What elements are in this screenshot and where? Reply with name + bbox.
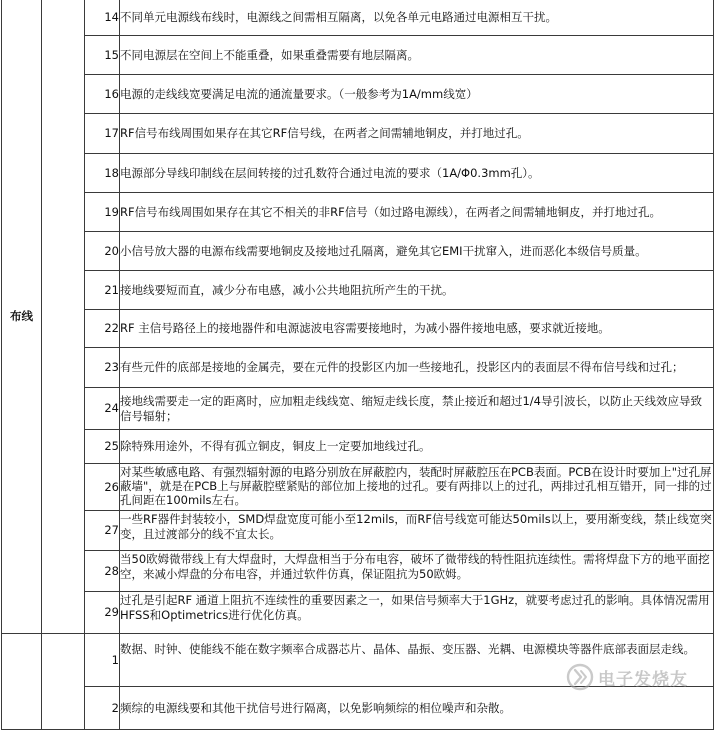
table-row: [2, 592, 714, 634]
row-text: 电源的走线线宽要满足电流的通流量要求。（一般参考为1A/mm线宽）: [120, 75, 714, 114]
category-cell: [2, 634, 42, 730]
row-number: 27: [85, 511, 120, 551]
table-row: [2, 0, 714, 36]
row-number: 22: [85, 310, 120, 348]
row-number: 25: [85, 430, 120, 464]
empty-cell: [42, 0, 85, 634]
table-row: [2, 464, 714, 511]
empty-cell: [42, 634, 85, 730]
table-row: [2, 154, 714, 193]
table-row: [2, 310, 714, 348]
table-row: [2, 232, 714, 271]
row-number: 15: [85, 36, 120, 75]
row-text: 电源部分导线印制线在层间转接的过孔数符合通过电流的要求（1A/Φ0.3mm孔）。: [120, 154, 714, 193]
row-text: 接地线需要走一定的距离时，应加粗走线线宽、缩短走线长度，禁止接近和超过1/4导引波长，以防止天线效应导致信号辐射；: [120, 388, 714, 430]
row-text: 除特殊用途外，不得有孤立铜皮，铜皮上一定要加地线过孔。: [120, 430, 714, 464]
row-text: 当50欧姆微带线上有大焊盘时，大焊盘相当于分布电容，破坏了微带线的特性阻抗连续性。需将焊盘下方的地平面挖空，来减小焊盘的分布电容，并通过软件仿真，保证阻抗为50欧姆。: [120, 551, 714, 592]
category-cell: 布线: [2, 0, 42, 634]
table-row: [2, 271, 714, 310]
row-number: 16: [85, 75, 120, 114]
watermark: [566, 660, 708, 694]
row-number: 23: [85, 348, 120, 388]
row-number: 17: [85, 114, 120, 154]
table-row: [2, 348, 714, 388]
table-row: [2, 75, 714, 114]
row-number: 21: [85, 271, 120, 310]
row-number: 2: [85, 687, 120, 730]
table-row: [2, 36, 714, 75]
table-row: [2, 114, 714, 154]
row-text: 有些元件的底部是接地的金属壳，要在元件的投影区内加一些接地孔，投影区内的表面层不得布信号线和过孔；: [120, 348, 714, 388]
table-row: [2, 193, 714, 232]
row-text: 接地线要短而直，减少分布电感，减小公共地阻抗所产生的干扰。: [120, 271, 714, 310]
row-text: 不同单元电源线布线时，电源线之间需相互隔离，以免各单元电路通过电源相互干扰。: [120, 0, 714, 36]
row-number: 1: [85, 634, 120, 687]
row-text: 不同电源层在空间上不能重叠，如果重叠需要有地层隔离。: [120, 36, 714, 75]
table-row: [2, 430, 714, 464]
row-number: 28: [85, 551, 120, 592]
table-row: [2, 511, 714, 551]
table-row: [2, 551, 714, 592]
watermark-text: 电子发烧友: [598, 669, 688, 690]
row-number: 29: [85, 592, 120, 634]
row-number: 19: [85, 193, 120, 232]
row-number: 14: [85, 0, 120, 36]
table-row: [2, 388, 714, 430]
row-text: RF信号布线周围如果存在其它RF信号线，在两者之间需辅地铜皮，并打地过孔。: [120, 114, 714, 154]
row-number: 24: [85, 388, 120, 430]
watermark-logo-icon: [566, 663, 594, 691]
row-text: 过孔是引起RF 通道上阻抗不连续性的重要因素之一，如果信号频率大于1GHz，就要考虑过孔的影响。具体情况需用HFSS和Optimetrics进行优化仿真。: [120, 592, 714, 634]
row-text: 频综的电源线要和其他干扰信号进行隔离，以免影响频综的相位噪声和杂散。: [120, 687, 714, 730]
row-text: 数据、时钟、使能线不能在数字频率合成器芯片、晶体、晶振、变压器、光耦、电源模块等器件底部表面层走线。: [120, 634, 714, 687]
row-text: RF 主信号路径上的接地器件和电源滤波电容需要接地时，为减小器件接地电感，要求就近接地。: [120, 310, 714, 348]
row-text: 一些RF器件封装较小，SMD焊盘宽度可能小至12mils，而RF信号线宽可能达50mils以上，要用渐变线，禁止线宽突变，且过渡部分的线不宜太长。: [120, 511, 714, 551]
row-text: 小信号放大器的电源布线需要地铜皮及接地过孔隔离，避免其它EMI干扰窜入，进而恶化本级信号质量。: [120, 232, 714, 271]
row-text: RF信号布线周围如果存在其它不相关的非RF信号（如过路电源线），在两者之间需辅地铜皮，并打地过孔。: [120, 193, 714, 232]
row-number: 18: [85, 154, 120, 193]
row-text: 对某些敏感电路、有强烈辐射源的电路分别放在屏蔽腔内，装配时屏蔽腔压在PCB表面。PCB在设计时要加上"过孔屏蔽墙"，就是在PCB上与屏蔽腔壁紧贴的部位加上接地的过孔。要有两排以上的过孔，两排过孔相互错开，同一排的过孔间距在100mils左右。: [120, 464, 714, 511]
guidelines-table: [1, 0, 714, 730]
row-number: 20: [85, 232, 120, 271]
row-number: 26: [85, 464, 120, 511]
